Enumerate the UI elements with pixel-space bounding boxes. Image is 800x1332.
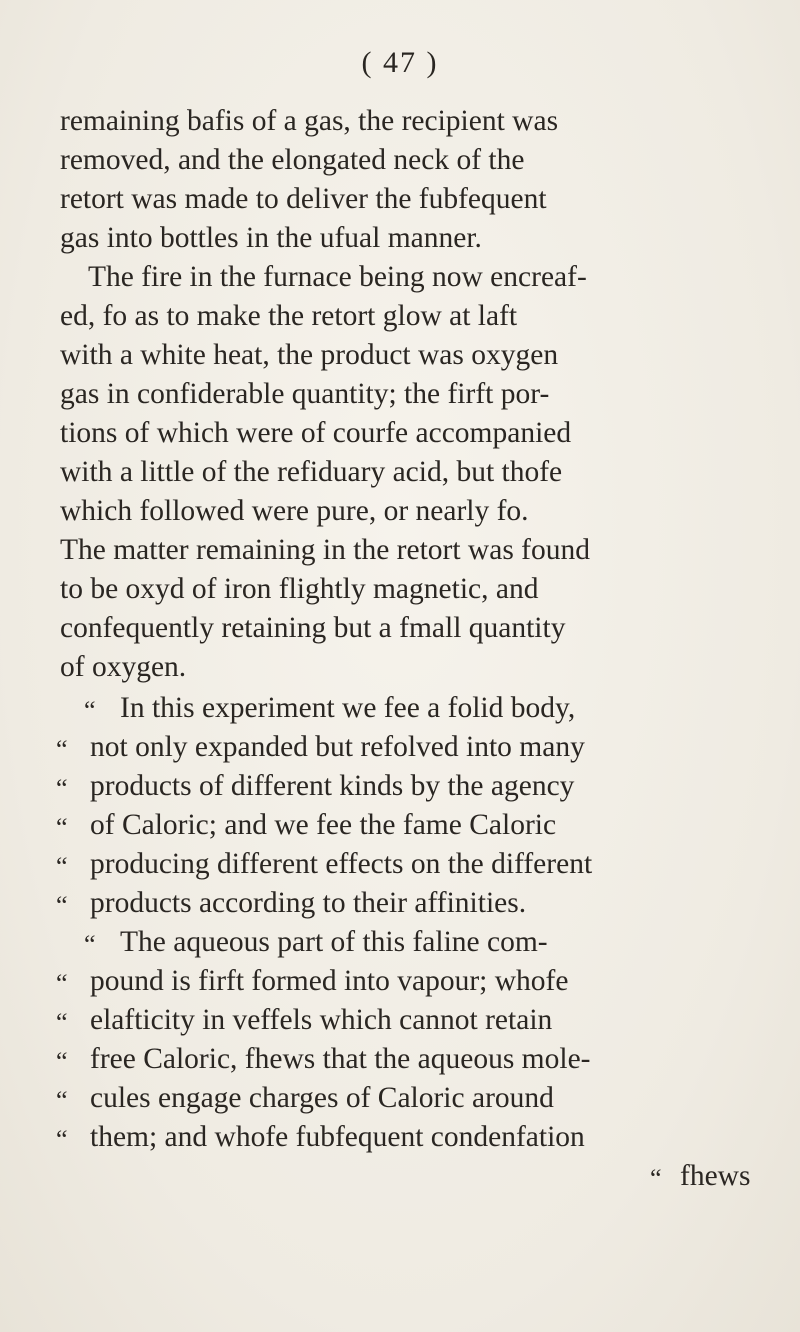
quote-mark: “	[56, 813, 68, 842]
text-line: gas into bottles in the ufual manner.	[60, 222, 482, 254]
text-line: them; and whofe fubfequent condenfation	[90, 1121, 585, 1153]
catchword: fhews	[680, 1160, 751, 1192]
text-line: with a white heat, the product was oxygen	[60, 339, 559, 371]
quote-mark: “	[56, 1008, 68, 1037]
text-line: products according to their affinities.	[90, 887, 527, 919]
text-line: retort was made to deliver the fubfequent	[60, 183, 547, 215]
quote-mark: “	[56, 1086, 68, 1115]
text-line: In this experiment we fee a folid body,	[120, 692, 576, 724]
text-line: removed, and the elongated neck of the	[60, 144, 525, 176]
quote-mark: “	[84, 696, 96, 725]
text-line: cules engage charges of Caloric around	[90, 1082, 554, 1114]
quote-mark: “	[56, 852, 68, 881]
text-line: The fire in the furnace being now encreaf-	[88, 261, 587, 293]
quote-mark: “	[84, 930, 96, 959]
quote-mark: “	[56, 735, 68, 764]
text-line: which followed were pure, or nearly fo.	[60, 495, 529, 527]
text-line: The matter remaining in the retort was found	[60, 534, 591, 566]
quote-mark: “	[650, 1164, 662, 1193]
text-line: The aqueous part of this faline com-	[120, 926, 548, 958]
page-number-header: ( 47 )	[361, 46, 439, 79]
text-line: pound is firft formed into vapour; whofe	[90, 965, 569, 997]
text-line: producing different effects on the different	[90, 848, 593, 880]
text-line: elafticity in veffels which cannot retain	[90, 1004, 553, 1036]
text-line: to be oxyd of iron flightly magnetic, and	[60, 573, 539, 605]
quote-mark: “	[56, 774, 68, 803]
text-line: not only expanded but refolved into many	[90, 731, 585, 763]
quote-mark: “	[56, 1125, 68, 1154]
text-line: ed, fo as to make the retort glow at laft	[60, 300, 518, 332]
quote-mark: “	[56, 1047, 68, 1076]
text-line: free Caloric, fhews that the aqueous mole-	[90, 1043, 591, 1075]
text-line: of oxygen.	[60, 651, 187, 683]
quote-mark: “	[56, 891, 68, 920]
text-line: tions of which were of courfe accompanied	[60, 417, 572, 449]
text-line: confequently retaining but a fmall quantity	[60, 612, 566, 644]
text-line: products of different kinds by the agency	[90, 770, 575, 802]
text-line: gas in confiderable quantity; the firft por-	[60, 378, 550, 410]
text-line: remaining bafis of a gas, the recipient was	[60, 105, 559, 137]
quote-mark: “	[56, 969, 68, 998]
text-line: of Caloric; and we fee the fame Caloric	[90, 809, 557, 841]
text-line: with a little of the refiduary acid, but thofe	[60, 456, 563, 488]
